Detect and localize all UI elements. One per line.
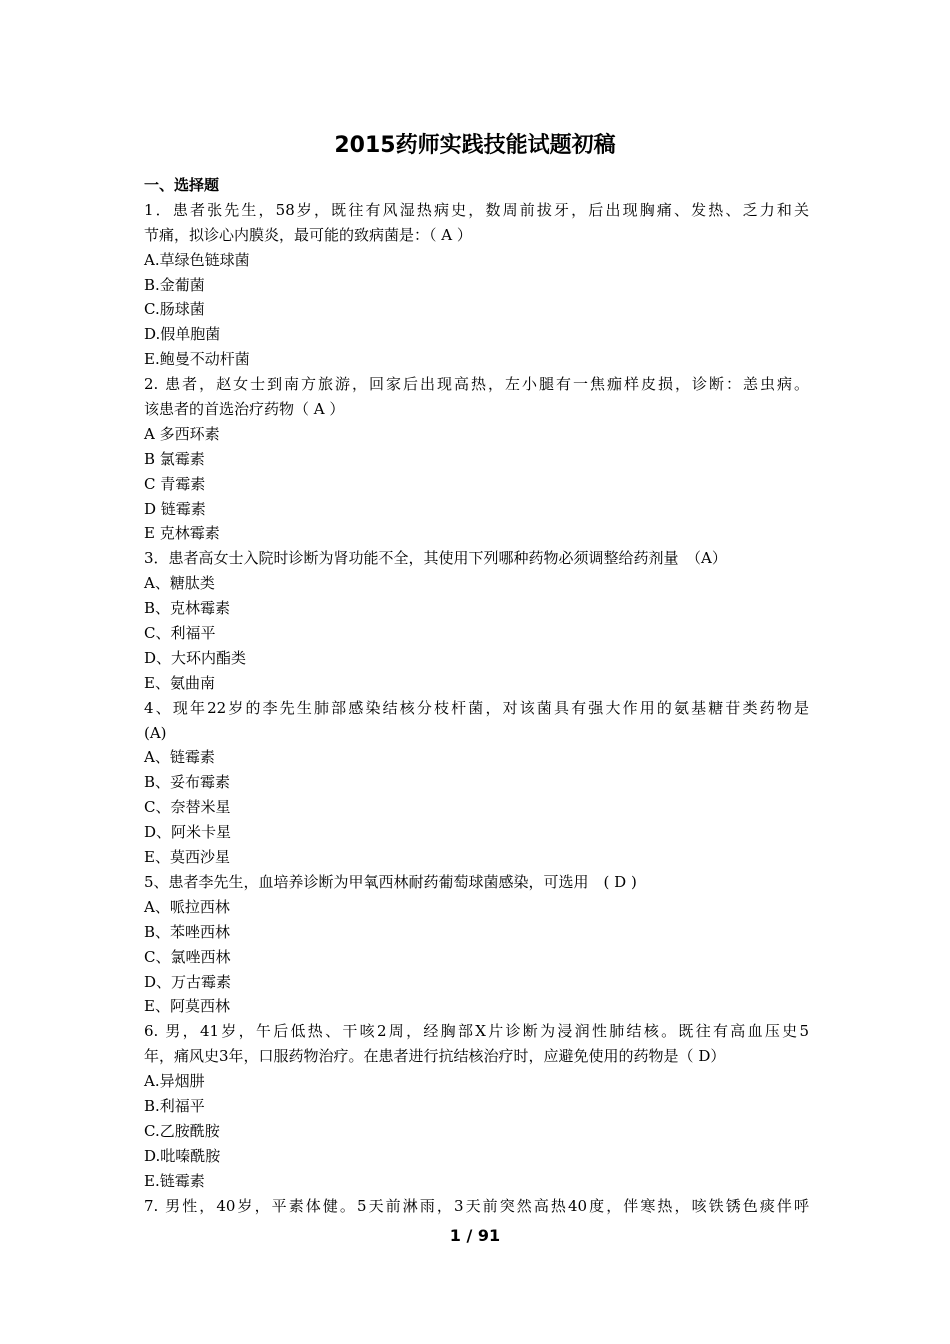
question-line: 5、患者李先生，血培养诊断为甲氧西林耐药葡萄球菌感染，可选用 ( D ) xyxy=(144,872,637,891)
question-line: 该患者的首选治疗药物（ A ） xyxy=(144,400,345,419)
option-line: D 链霉素 xyxy=(144,499,206,518)
option-line: A.异烟肼 xyxy=(144,1072,205,1091)
option-line: D、万古霉素 xyxy=(144,972,232,991)
option-line: E.链霉素 xyxy=(144,1171,205,1190)
question-line: 2. 患者，赵女士到南方旅游，回家后出现高热，左小腿有一焦痂样皮损，诊断：恙虫病。 xyxy=(144,375,809,394)
option-line: E、氨曲南 xyxy=(144,673,215,692)
option-line: C 青霉素 xyxy=(144,474,206,493)
question-line: 4、现年22岁的李先生肺部感染结核分枝杆菌，对该菌具有强大作用的氨基糖苷类药物是 xyxy=(144,698,809,717)
option-line: C.乙胺酰胺 xyxy=(144,1121,220,1140)
question-line: 7. 男性，40岁，平素体健。5天前淋雨，3天前突然高热40度，伴寒热，咳铁锈色痰伴呼 xyxy=(144,1196,809,1215)
page-number: 1 / 91 xyxy=(449,1226,501,1245)
question-line: 节痛，拟诊心内膜炎，最可能的致病菌是：（ A ） xyxy=(144,225,472,244)
option-line: D.假单胞菌 xyxy=(144,325,221,344)
option-line: C、氯唑西林 xyxy=(144,947,231,966)
question-line: 3．患者高女士入院时诊断为肾功能不全，其使用下列哪种药物必须调整给药剂量 （A） xyxy=(144,549,727,568)
option-line: C、利福平 xyxy=(144,624,216,643)
option-line: B、克林霉素 xyxy=(144,599,231,618)
question-line: 6. 男，41岁，午后低热、干咳2周，经胸部X片诊断为浸润性肺结核。既往有高血压史5 xyxy=(144,1022,809,1041)
document-title: 2015药师实践技能试题初稿 xyxy=(334,133,616,158)
option-line: E、莫西沙星 xyxy=(144,848,230,867)
option-line: D、阿米卡星 xyxy=(144,823,232,842)
option-line: C.肠球菌 xyxy=(144,300,205,319)
option-line: E.鲍曼不动杆菌 xyxy=(144,350,250,369)
question-line: 年，痛风史3年，口服药物治疗。在患者进行抗结核治疗时，应避免使用的药物是（ D） xyxy=(144,1047,726,1066)
option-line: E 克林霉素 xyxy=(144,524,220,543)
option-line: B、苯唑西林 xyxy=(144,922,231,941)
option-line: A、链霉素 xyxy=(144,748,215,767)
option-line: E、阿莫西林 xyxy=(144,997,230,1016)
option-line: A、哌拉西林 xyxy=(144,897,230,916)
option-line: D、大环内酯类 xyxy=(144,648,247,667)
question-line: (A) xyxy=(144,723,167,742)
option-line: B、妥布霉素 xyxy=(144,773,231,792)
option-line: B.金葡菌 xyxy=(144,275,205,294)
option-line: D.吡嗪酰胺 xyxy=(144,1146,221,1165)
document-body xyxy=(144,173,809,1218)
option-line: B.利福平 xyxy=(144,1096,205,1115)
option-line: C、奈替米星 xyxy=(144,798,231,817)
section-heading: 一、选择题 xyxy=(144,176,220,194)
question-line: 1．患者张先生，58岁，既往有风湿热病史，数周前拔牙，后出现胸痛、发热、乏力和关 xyxy=(144,200,809,219)
option-line: A、糖肽类 xyxy=(144,574,215,593)
option-line: A.草绿色链球菌 xyxy=(144,250,250,269)
option-line: B 氯霉素 xyxy=(144,449,205,468)
option-line: A 多西环素 xyxy=(144,424,220,443)
